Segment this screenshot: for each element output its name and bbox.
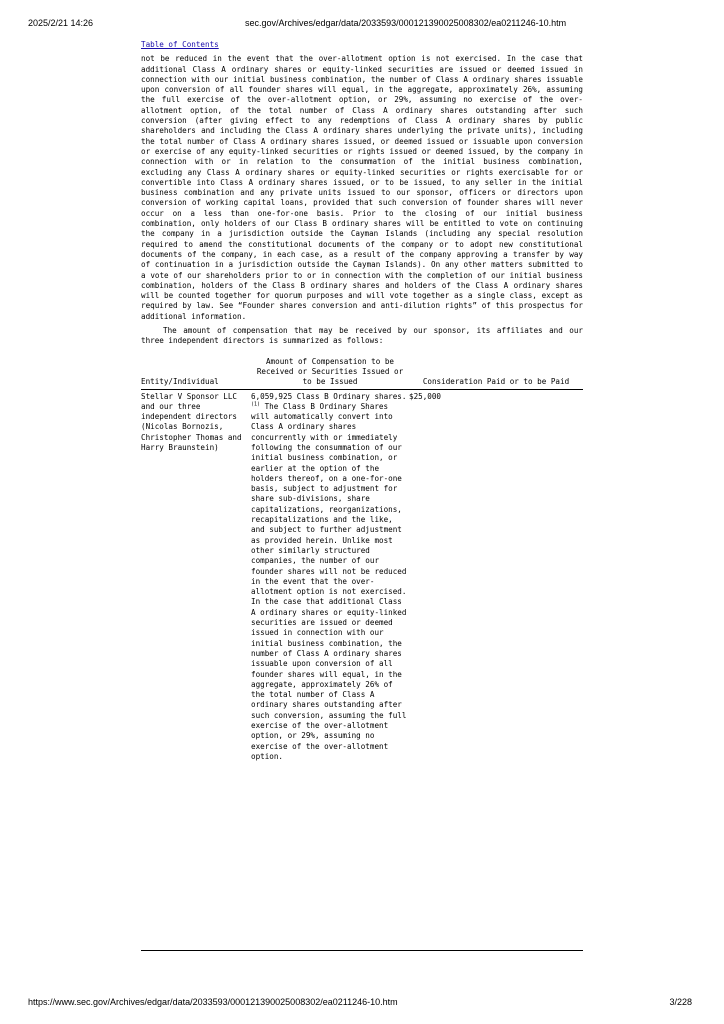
document-body bbox=[141, 40, 583, 762]
header-entity: Entity/Individual bbox=[141, 357, 251, 389]
cell-amount bbox=[251, 389, 409, 762]
amount-lead: 6,059,925 Class B Ordinary shares. bbox=[251, 391, 407, 401]
footnote-marker: (1) bbox=[251, 401, 261, 408]
compensation-table bbox=[141, 357, 583, 763]
table-row bbox=[141, 389, 583, 762]
cell-consideration: $25,000 bbox=[409, 391, 442, 401]
bottom-rule bbox=[141, 950, 583, 951]
table-header-row bbox=[141, 357, 583, 389]
page-number: 3/228 bbox=[669, 997, 692, 1007]
print-datetime: 2025/2/21 14:26 bbox=[28, 18, 94, 28]
cell-entity: Stellar V Sponsor LLC and our three independent directors (Nicolas Bornozis, Christopher Thomas and Harry Braunstein) bbox=[141, 391, 242, 452]
print-url-header: sec.gov/Archives/edgar/data/2033593/000121390025008302/ea0211246-10.htm bbox=[245, 18, 567, 28]
print-url-footer: https://www.sec.gov/Archives/edgar/data/2033593/000121390025008302/ea0211246-10.htm bbox=[28, 997, 398, 1007]
compensation-intro-paragraph: The amount of compensation that may be received by our sponsor, its affiliates and our three independent directors is summarized as follows: bbox=[141, 326, 583, 346]
founder-shares-paragraph: not be reduced in the event that the over-allotment option is not exercised. In the case that additional Class A ordinary shares or equity-linked securities are issued or deemed issued in connection with our initial business combination, the number of Class A ordinary shares issuable upon conversion of all founder shares will equal, in the aggregate, approximately 26%, assuming the full exercise of the over-allotment option, or 29%, assuming no exercise of the over-allotment option, of the total number of Class A ordinary shares outstanding after such conversion (after giving effect to any redemptions of Class A ordinary shares by public shareholders and including the Class A ordinary shares underlying the private units), including the total number of Class A ordinary shares issued, or deemed issued or issuable upon conversion or exercise of any equity-linked securities or rights issued or deemed issued, by the company in connection with or in relation to the consummation of the initial business combination, excluding any Class A ordinary shares or equity-linked securities or rights exercisable for or convertible into Class A ordinary shares issued, or to be issued, to any seller in the initial business combination and any private units issued to our sponsor, officers or directors upon conversion of working capital loans, provided that such conversion of founder shares will never occur on a less than one-for-one basis. Prior to the closing of our initial business combination, only holders of our Class B ordinary shares will be entitled to vote on continuing the company in a jurisdiction outside the Cayman Islands (including any special resolution required to amend the constitutional documents of the company or to adopt new constitutional documents of the company, in each case, as a result of the company approving a transfer by way of continuation in a jurisdiction outside the Cayman Islands). On any other matters submitted to a vote of our shareholders prior to or in connection with the completion of our initial business combination, holders of the Class B ordinary shares and holders of the Class A ordinary shares will be counted together for quorum purposes and will vote together as a single class, except as required by law. See “Founder shares conversion and anti-dilution rights” of this prospectus for additional information. bbox=[141, 54, 583, 321]
table-of-contents-link[interactable]: Table of Contents bbox=[141, 40, 219, 49]
header-amount: Amount of Compensation to be Received or Securities Issued or to be Issued bbox=[251, 357, 409, 389]
header-consideration: Consideration Paid or to be Paid bbox=[409, 357, 583, 389]
amount-description: The Class B Ordinary Shares will automatically convert into Class A ordinary shares concurrently with or immediately following the consummation of our initial business combination, or earlier at the option of the holders thereof, on a one-for-one basis, subject to adjustment for share sub-divisions, share capitalizations, reorganizations, recapitalizations and the like, and subject to further adjustment as provided herein. Unlike most other similarly structured companies, the number of our founder shares will not be reduced in the event that the over-allotment option is not exercised. In the case that additional Class A ordinary shares or equity-linked securities are issued or deemed issued in connection with our initial business combination, the number of Class A ordinary shares issuable upon conversion of all founder shares will equal, in the aggregate, approximately 26% of the total number of Class A ordinary shares outstanding after such conversion, assuming the full exercise of the over-allotment option, or 29%, assuming no exercise of the over-allotment option. bbox=[251, 401, 407, 761]
